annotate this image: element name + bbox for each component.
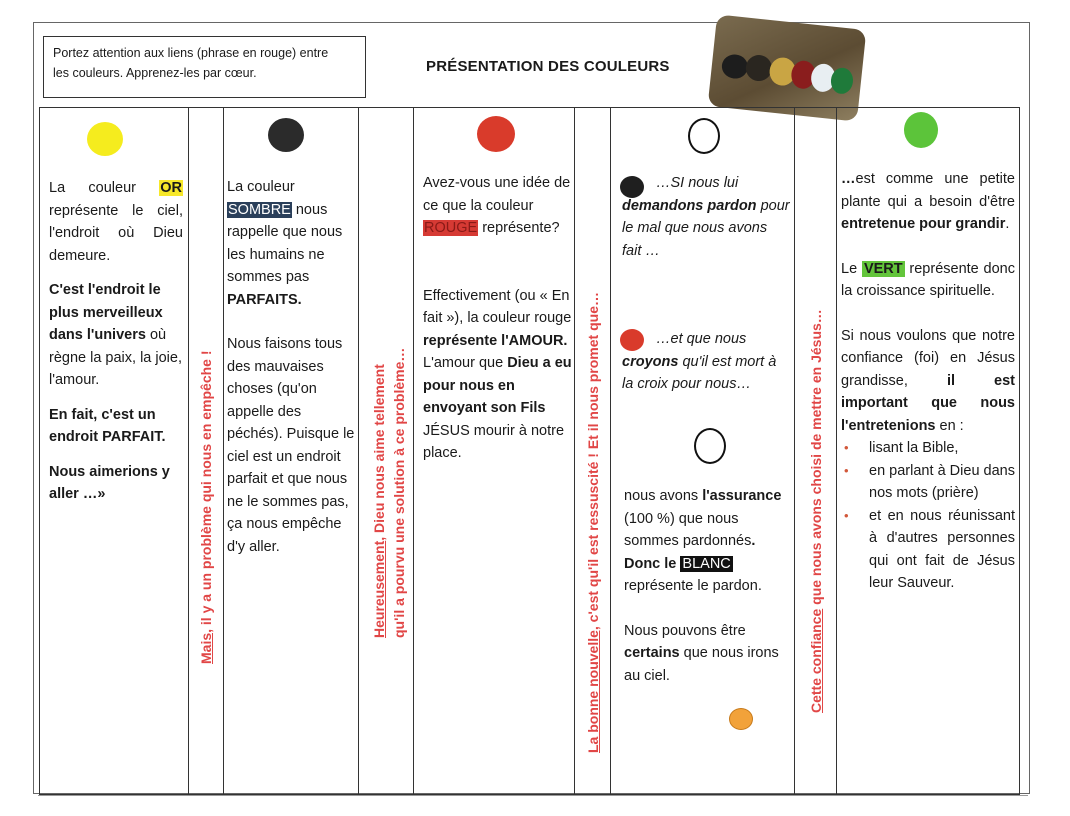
link-column-1	[189, 108, 224, 794]
sombre-word: SOMBRE	[228, 201, 291, 218]
note-line-2: les couleurs. Apprenez-les par cœur.	[53, 66, 257, 80]
link-column-3	[575, 108, 611, 794]
smiley-icon	[729, 708, 753, 730]
black-circle-icon	[268, 118, 304, 152]
or-perfect: En fait, c'est un endroit PARFAIT.	[49, 406, 166, 445]
link-text-2: Heureusement, Dieu nous aime tellement qu'il a pourvu une solution à ce problème…	[371, 347, 407, 638]
sombre-text: La couleur SOMBRE nous rappelle que nous les humains ne sommes pas PARFAITS. Nous faisons tous des mauvaises choses (qu'on appelle des péchés). Puisque le ciel est un endroit parfait et que nous ne le sommes pas, ça nous empêche d'y aller.	[227, 176, 355, 558]
or-intro: La couleur	[49, 180, 160, 196]
link-column-4	[795, 108, 837, 794]
link-column-2	[359, 108, 414, 794]
rouge-text: Avez-vous une idée de ce que la couleur ROUGE représente? Effectivement (ou « En fait »), la couleur rouge représente l'AMOUR. L'amour que Dieu a eu pour nous en envoyant son Fils JÉSUS mourir à notre place.	[423, 175, 572, 461]
bottom-rule	[38, 795, 1028, 796]
vert-word: VERT	[863, 260, 903, 277]
small-white-circle-icon	[694, 428, 726, 464]
or-word: OR	[160, 180, 182, 196]
green-bead-icon	[830, 67, 855, 95]
list-item: • en parlant à Dieu dans nos mots (prière)	[841, 460, 1015, 505]
column-blanc	[611, 108, 795, 794]
link-text-1: Mais, il y a un problème qui nous en empêche !	[198, 350, 214, 664]
column-rouge	[414, 108, 575, 794]
or-peace: où règne la paix, la joie, l'amour.	[49, 327, 182, 388]
gold-circle-icon	[87, 122, 123, 156]
link-text-4: Cette confiance que nous avons choisi de mettre en Jésus…	[808, 309, 824, 713]
sombre-sins: Nous faisons tous des mauvaises choses (qu'on appelle des péchés). Puisque le ciel est un endroit parfait et que nous ne le sommes pas, ça nous empêche d'y aller.	[227, 336, 355, 555]
instruction-note	[43, 36, 366, 98]
list-item: • et en nous réunissant à d'autres personnes qui ont fait de Jésus leur Sauveur.	[841, 505, 1015, 595]
column-or	[40, 108, 189, 794]
bead-bracelet-photo	[708, 14, 867, 121]
green-circle-icon	[904, 112, 938, 148]
black-bead-icon	[721, 53, 749, 80]
colors-table	[39, 107, 1020, 795]
or-want-to-go: Nous aimerions y aller …»	[49, 463, 170, 502]
column-vert	[837, 108, 1021, 794]
or-text	[49, 177, 183, 506]
blanc-believe: …et que nous croyons qu'il est mort à la croix pour nous…	[622, 331, 777, 392]
or-best-place: C'est l'endroit le plus merveilleux dans l'univers	[49, 282, 163, 343]
white-circle-icon	[688, 118, 720, 154]
growth-list	[841, 437, 1015, 595]
blanc-ask-pardon: …SI nous lui demandons pardon pour le mal que nous avons fait …	[622, 175, 790, 259]
page-title: PRÉSENTATION DES COULEURS	[426, 58, 670, 75]
or-description: représente le ciel, l'endroit où Dieu demeure.	[49, 202, 183, 264]
red-circle-icon	[477, 116, 515, 152]
link-text-3: La bonne nouvelle, c'est qu'il est ressuscité ! Et il nous promet que…	[585, 292, 601, 753]
column-sombre	[224, 108, 359, 794]
note-line-1: Portez attention aux liens (phrase en rouge) entre	[53, 46, 329, 60]
list-item: • lisant la Bible,	[841, 437, 1015, 460]
blanc-word: BLANC	[682, 555, 731, 572]
blanc-assurance: nous avons l'assurance (100 %) que nous sommes pardonnés. Donc le BLANC représente le pardon. Nous pouvons être certains que nous irons au ciel.	[624, 488, 782, 684]
vert-text: …est comme une petite plante qui a besoin d'être entretenue pour grandir. Le VERT représente donc la croissance spirituelle. Si nous voulons que notre confiance (foi) en Jésus grandisse, il est important que nous l'entretenions en : • lisant la Bible, • en parlant à Dieu dans nos mots (prière) • et en nous réunissant à d'autres personnes qui ont fait de Jésus leur Sauveur.	[841, 168, 1015, 595]
rouge-word: ROUGE	[424, 220, 478, 236]
